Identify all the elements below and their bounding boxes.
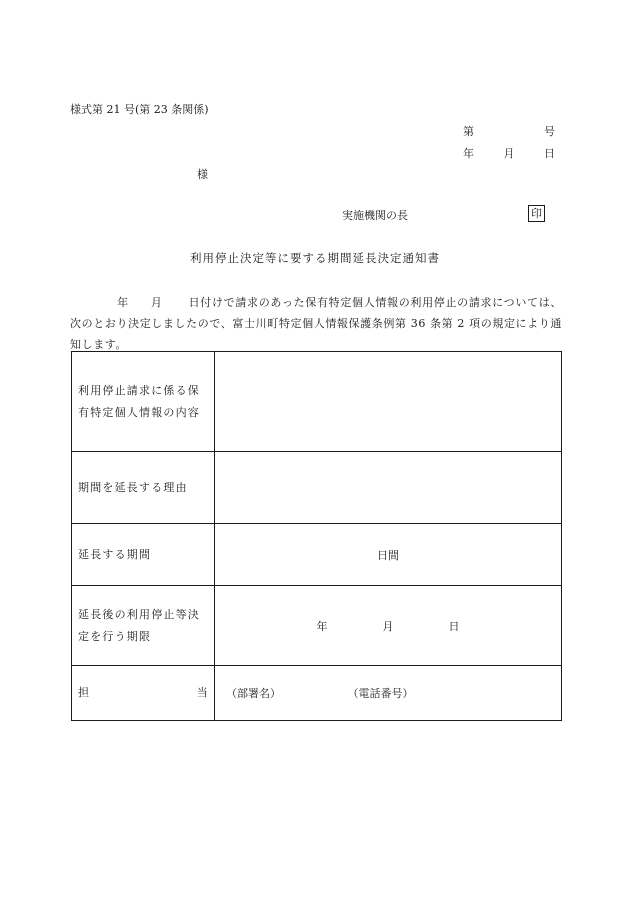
body-month: 月: [150, 296, 163, 309]
addressee: 様: [197, 168, 208, 181]
deadline-value[interactable]: [215, 586, 562, 666]
content-label: 利用停止請求に係る保有特定個人情報の内容: [72, 352, 215, 452]
ref-suffix: 号: [544, 125, 555, 138]
table-row: [72, 452, 562, 524]
notice-body: [70, 292, 562, 355]
date-year: 年: [463, 147, 474, 160]
notice-table: [71, 351, 562, 721]
deadline-label: 延長後の利用停止等決定を行う期限: [72, 586, 215, 666]
reason-value[interactable]: [215, 452, 562, 524]
deadline-date: [215, 618, 561, 634]
contact-label-left: 担: [78, 686, 91, 699]
document-title: 利用停止決定等に要する期間延長決定通知書: [190, 251, 440, 265]
date-day: 日: [544, 147, 555, 160]
body-year: 年: [117, 296, 129, 309]
ref-prefix: 第: [463, 125, 474, 138]
form-number: 様式第 21 号(第 23 条関係): [70, 103, 209, 116]
issuer-title: 実施機関の長: [342, 209, 408, 222]
phone-field: （電話番号）: [353, 687, 414, 700]
seal-mark: 印: [528, 205, 545, 222]
deadline-day: 日: [448, 619, 460, 633]
deadline-year: 年: [316, 619, 328, 633]
table-row: [72, 352, 562, 452]
table-row: [72, 524, 562, 586]
table-row: [72, 586, 562, 666]
issue-date-line: [463, 145, 555, 161]
contact-value[interactable]: [215, 666, 562, 721]
extension-period-label: 延長する期間: [72, 524, 215, 586]
body-text: 日付けで請求のあった保有特定個人情報の利用停止の請求については、次のとおり決定しましたので、富士川町特定個人情報保護条例第 36 条第 2 項の規定により通知します。: [70, 296, 562, 351]
extension-period-value[interactable]: 日間: [215, 524, 562, 586]
reason-label: 期間を延長する理由: [72, 452, 215, 524]
table-row: [72, 666, 562, 721]
contact-label-right: 当: [196, 686, 209, 699]
department-field: （部署名）: [226, 687, 281, 700]
contact-label: [72, 666, 215, 721]
content-value[interactable]: [215, 352, 562, 452]
reference-number-line: [463, 123, 555, 139]
deadline-month: 月: [382, 619, 394, 633]
date-month: 月: [503, 147, 515, 160]
